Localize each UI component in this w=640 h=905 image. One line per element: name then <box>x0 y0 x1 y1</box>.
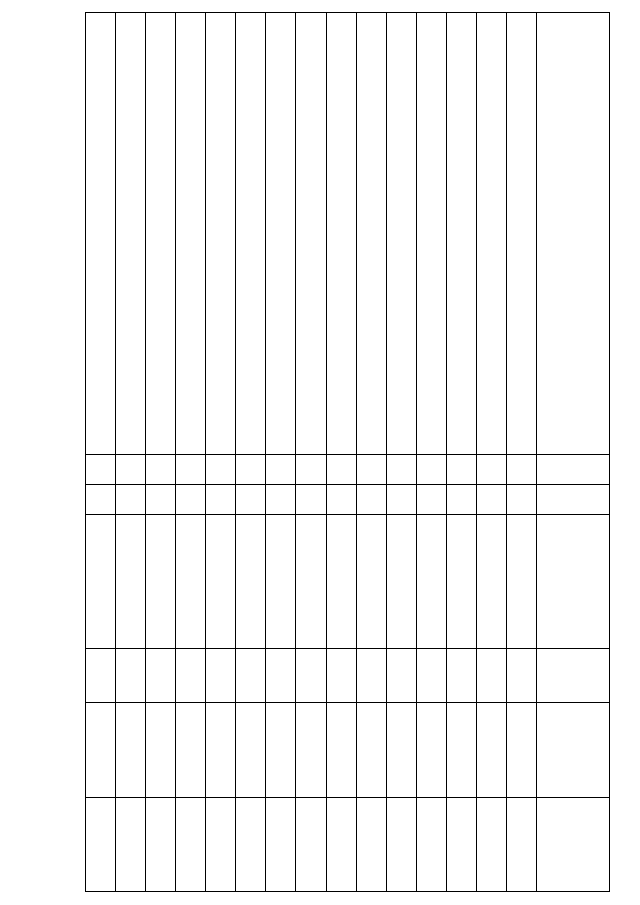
table-row <box>446 13 476 892</box>
table-row <box>476 13 506 892</box>
cell-name <box>296 13 326 455</box>
cell-rz <box>446 455 476 485</box>
table-row <box>176 13 206 892</box>
table-body <box>86 13 537 892</box>
cell-sum-b <box>356 797 386 891</box>
cell-csr <box>476 514 506 649</box>
cell-sum-b <box>386 797 416 891</box>
cell-sum-b <box>146 797 176 891</box>
cell-sum-a <box>326 703 356 797</box>
cell-csr <box>386 514 416 649</box>
cell-vr <box>266 649 296 703</box>
cell-name <box>206 13 236 455</box>
cell-vr <box>296 649 326 703</box>
cell-sum-a <box>386 703 416 797</box>
cell-csr <box>446 514 476 649</box>
cell-rz <box>386 455 416 485</box>
cell-rz <box>326 455 356 485</box>
cell-pr <box>356 484 386 514</box>
cell-name <box>266 13 296 455</box>
cell-pr <box>86 484 116 514</box>
table-row <box>296 13 326 892</box>
cell-pr <box>416 484 446 514</box>
cell-name <box>506 13 536 455</box>
table-row <box>356 13 386 892</box>
header-vr <box>537 649 610 703</box>
cell-sum-a <box>116 703 146 797</box>
table-row <box>146 13 176 892</box>
cell-pr <box>386 484 416 514</box>
cell-sum-b <box>416 797 446 891</box>
table-row <box>206 13 236 892</box>
cell-vr <box>206 649 236 703</box>
cell-name <box>356 13 386 455</box>
cell-sum-b <box>176 797 206 891</box>
cell-sum-b <box>86 797 116 891</box>
cell-rz <box>176 455 206 485</box>
table-row <box>266 13 296 892</box>
table-row <box>386 13 416 892</box>
cell-name <box>236 13 266 455</box>
cell-rz <box>476 455 506 485</box>
table-row <box>236 13 266 892</box>
cell-csr <box>236 514 266 649</box>
cell-rz <box>296 455 326 485</box>
cell-csr <box>296 514 326 649</box>
table-row <box>326 13 356 892</box>
cell-sum-b <box>116 797 146 891</box>
cell-pr <box>476 484 506 514</box>
cell-sum-b <box>206 797 236 891</box>
cell-csr <box>506 514 536 649</box>
cell-name <box>476 13 506 455</box>
cell-rz <box>116 455 146 485</box>
cell-csr <box>86 514 116 649</box>
cell-vr <box>236 649 266 703</box>
cell-sum-a <box>296 703 326 797</box>
cell-sum-b <box>236 797 266 891</box>
cell-sum-a <box>446 703 476 797</box>
cell-sum-a <box>86 703 116 797</box>
cell-rz <box>506 455 536 485</box>
cell-csr <box>176 514 206 649</box>
cell-sum-b <box>266 797 296 891</box>
cell-vr <box>356 649 386 703</box>
cell-csr <box>266 514 296 649</box>
cell-vr <box>326 649 356 703</box>
cell-pr <box>296 484 326 514</box>
cell-rz <box>416 455 446 485</box>
cell-csr <box>356 514 386 649</box>
cell-vr <box>146 649 176 703</box>
cell-vr <box>86 649 116 703</box>
cell-csr <box>206 514 236 649</box>
header-name <box>537 13 610 455</box>
cell-vr <box>176 649 206 703</box>
cell-name <box>326 13 356 455</box>
cell-sum-b <box>326 797 356 891</box>
cell-sum-a <box>176 703 206 797</box>
cell-pr <box>206 484 236 514</box>
cell-pr <box>236 484 266 514</box>
table-row <box>506 13 536 892</box>
cell-name <box>116 13 146 455</box>
cell-csr <box>326 514 356 649</box>
cell-rz <box>236 455 266 485</box>
cell-sum-b <box>476 797 506 891</box>
cell-vr <box>116 649 146 703</box>
cell-pr <box>326 484 356 514</box>
header-csr <box>537 514 610 649</box>
budget-table <box>85 12 610 892</box>
header-pr <box>537 484 610 514</box>
cell-sum-a <box>476 703 506 797</box>
cell-pr <box>146 484 176 514</box>
cell-sum-a <box>146 703 176 797</box>
cell-vr <box>446 649 476 703</box>
cell-name <box>86 13 116 455</box>
cell-name <box>146 13 176 455</box>
cell-sum-a <box>356 703 386 797</box>
cell-rz <box>86 455 116 485</box>
cell-name <box>386 13 416 455</box>
cell-csr <box>116 514 146 649</box>
cell-name <box>416 13 446 455</box>
cell-rz <box>146 455 176 485</box>
cell-sum-b <box>296 797 326 891</box>
header-rz <box>537 455 610 485</box>
cell-rz <box>266 455 296 485</box>
cell-sum-a <box>236 703 266 797</box>
cell-rz <box>206 455 236 485</box>
cell-sum-b <box>446 797 476 891</box>
cell-rz <box>356 455 386 485</box>
cell-name <box>446 13 476 455</box>
cell-pr <box>266 484 296 514</box>
cell-vr <box>386 649 416 703</box>
cell-pr <box>506 484 536 514</box>
cell-vr <box>506 649 536 703</box>
cell-name <box>176 13 206 455</box>
header-sum-b <box>537 797 610 891</box>
cell-sum-a <box>266 703 296 797</box>
table-row <box>416 13 446 892</box>
cell-vr <box>416 649 446 703</box>
cell-pr <box>446 484 476 514</box>
budget-table-wrapper <box>85 12 610 892</box>
cell-csr <box>416 514 446 649</box>
cell-sum-a <box>416 703 446 797</box>
table-row <box>116 13 146 892</box>
cell-pr <box>176 484 206 514</box>
table-header-row <box>537 13 610 892</box>
cell-pr <box>116 484 146 514</box>
cell-vr <box>476 649 506 703</box>
page-number <box>37 438 53 468</box>
table-row <box>86 13 116 892</box>
cell-sum-a <box>506 703 536 797</box>
cell-sum-a <box>206 703 236 797</box>
header-sum-a <box>537 703 610 797</box>
cell-csr <box>146 514 176 649</box>
cell-sum-b <box>506 797 536 891</box>
